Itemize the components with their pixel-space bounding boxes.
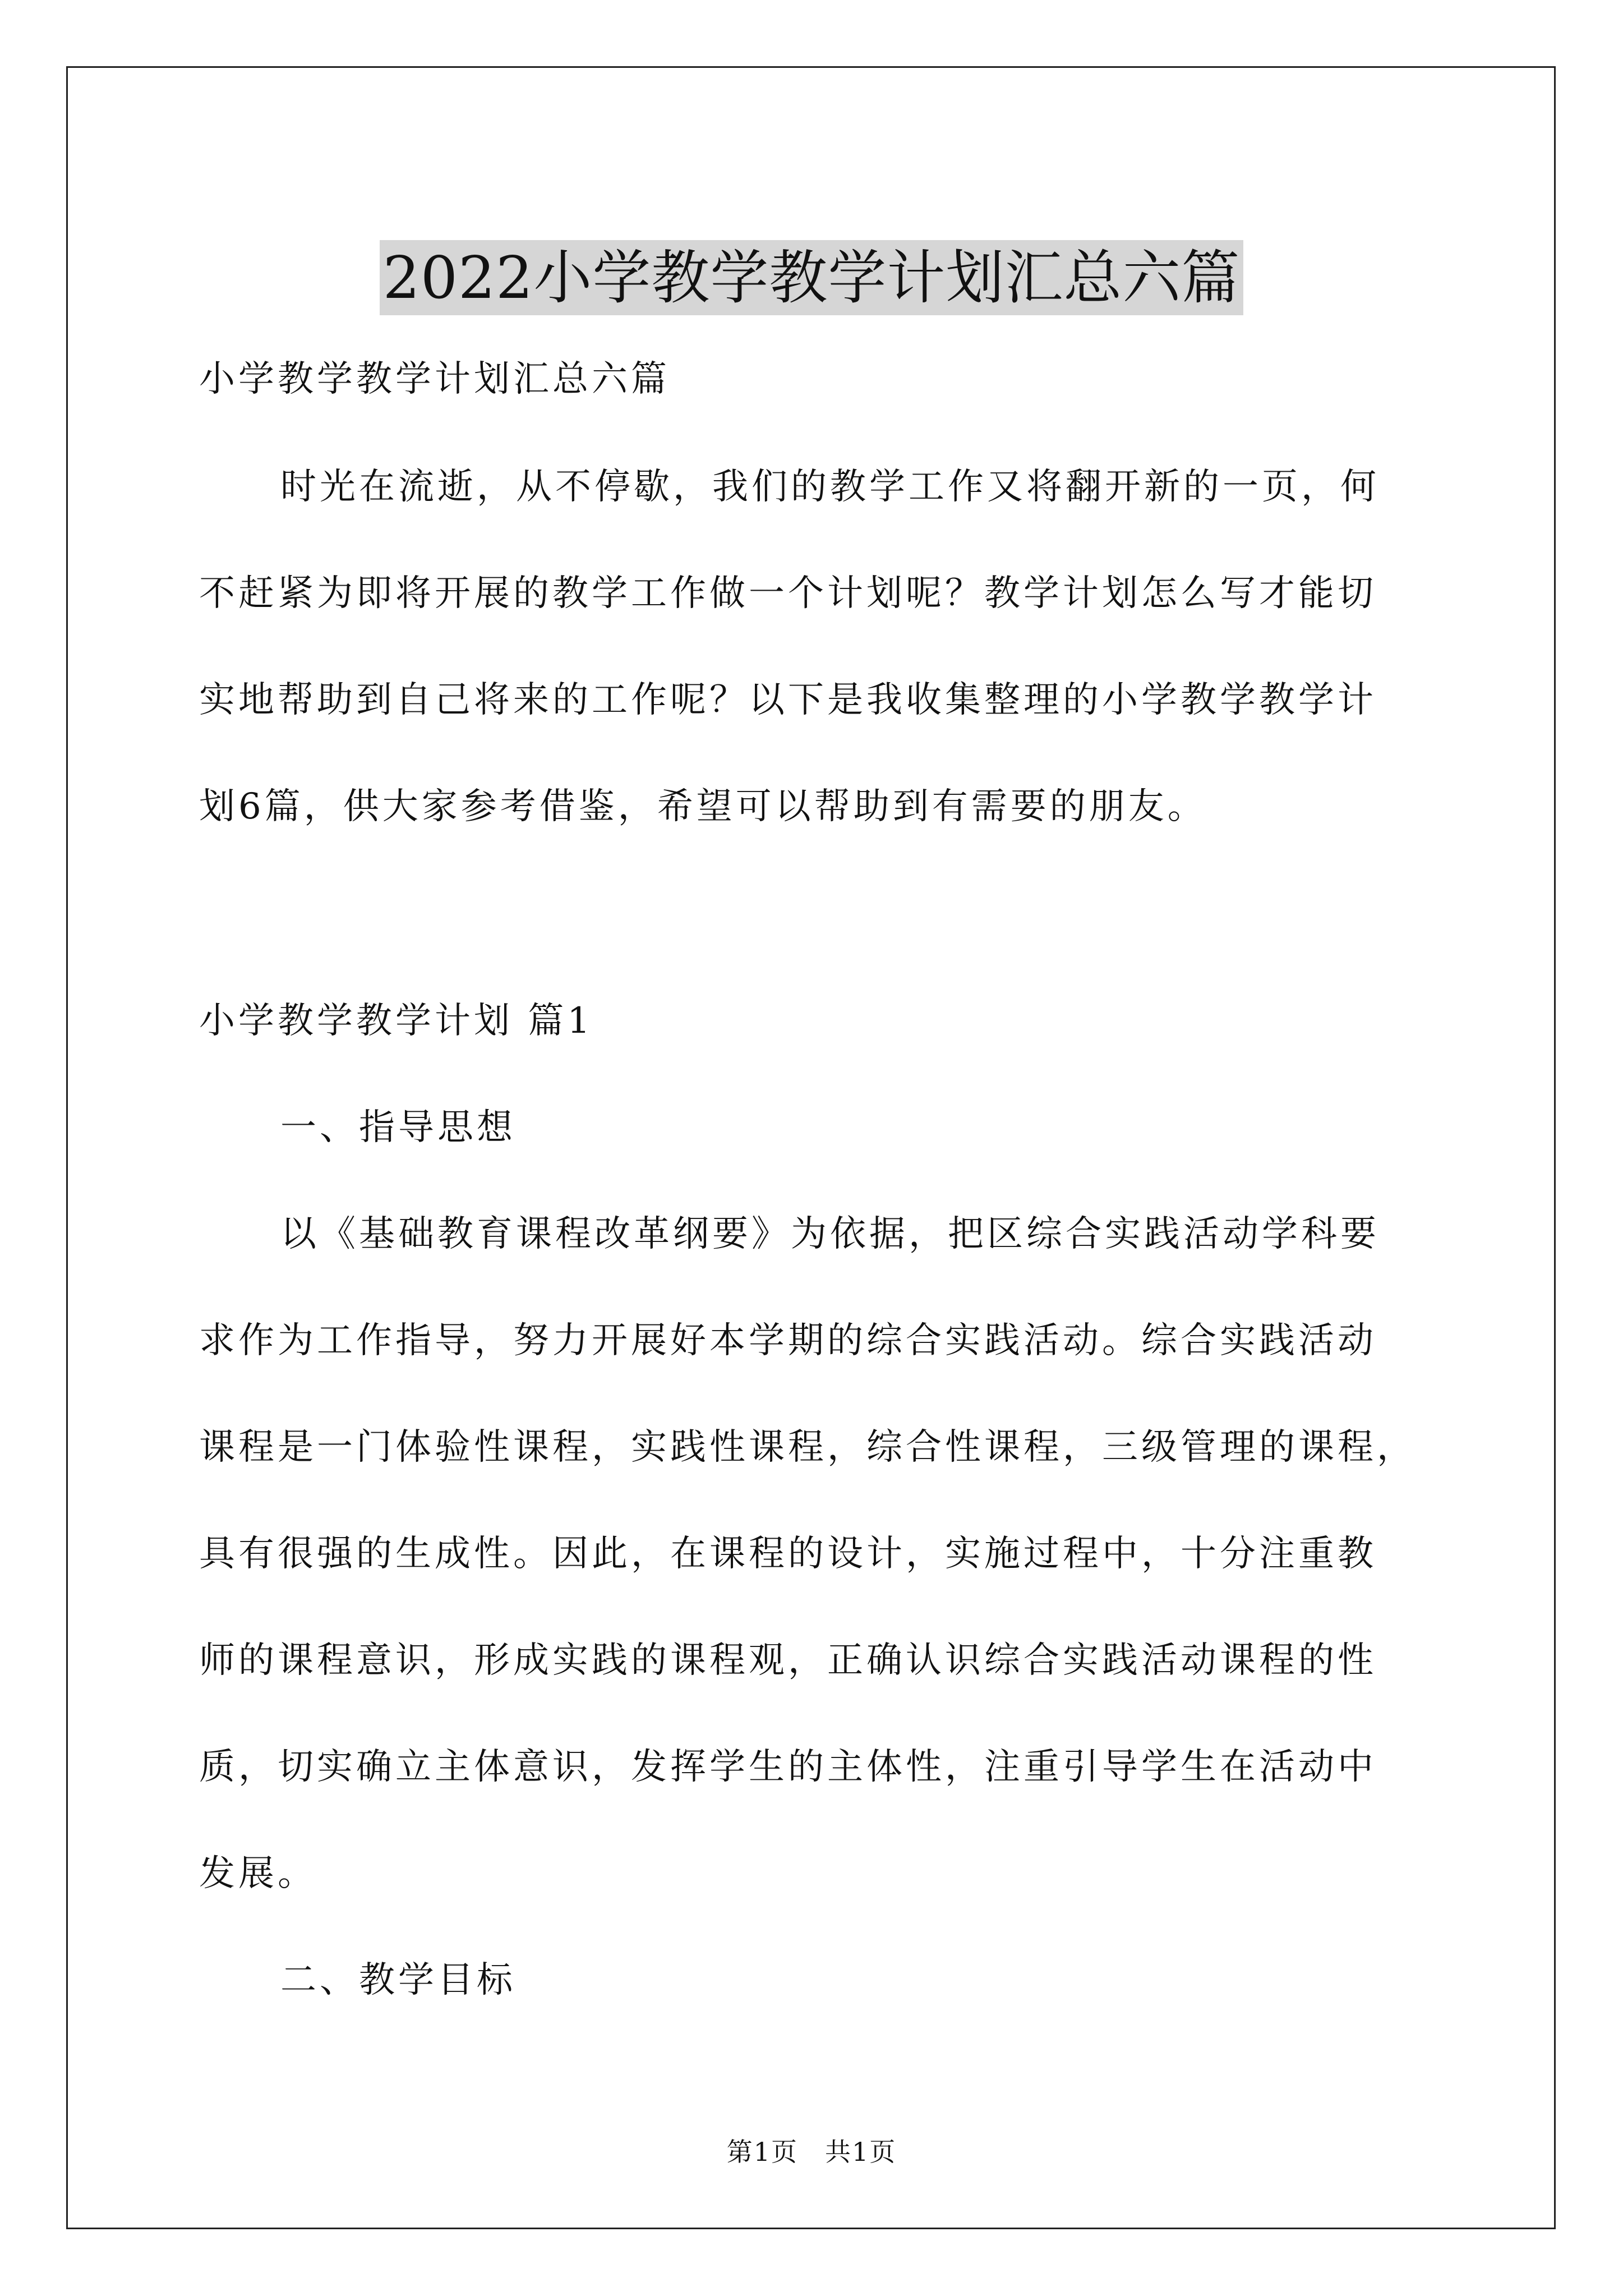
intro-line: 划6篇，供大家参考借鉴，希望可以帮助到有需要的朋友。 [199, 786, 1207, 827]
intro-line: 不赶紧为即将开展的教学工作做一个计划呢？教学计划怎么写才能切 [199, 573, 1377, 614]
document-title: 2022小学教学教学计划汇总六篇 [380, 240, 1244, 315]
body-line: 师的课程意识，形成实践的课程观，正确认识综合实践活动课程的性 [199, 1640, 1377, 1681]
page-footer [0, 2136, 1623, 2168]
part1-heading: 一、指导思想 [280, 1107, 516, 1148]
section-heading: 小学教学教学计划 篇1 [199, 1000, 594, 1042]
body-line: 发展。 [199, 1853, 317, 1894]
part2-heading: 二、教学目标 [280, 1959, 516, 2001]
document-subtitle: 小学教学教学计划汇总六篇 [199, 358, 670, 400]
page-number-total: 共1页 [825, 2137, 897, 2167]
intro-line: 时光在流逝，从不停歇，我们的教学工作又将翻开新的一页，何 [280, 466, 1380, 508]
body-line: 具有很强的生成性。因此，在课程的设计，实施过程中，十分注重教 [199, 1533, 1377, 1575]
body-line: 课程是一门体验性课程，实践性课程，综合性课程，三级管理的课程， [199, 1427, 1416, 1468]
body-line: 质，切实确立主体意识，发挥学生的主体性，注重引导学生在活动中 [199, 1746, 1377, 1788]
intro-line: 实地帮助到自己将来的工作呢？以下是我收集整理的小学教学教学计 [199, 679, 1377, 721]
body-line: 求作为工作指导，努力开展好本学期的综合实践活动。综合实践活动 [199, 1320, 1377, 1361]
title-container [0, 201, 1623, 354]
body-line: 以《基础教育课程改革纲要》为依据，把区综合实践活动学科要 [280, 1213, 1380, 1255]
page-number-current: 第1页 [726, 2137, 798, 2167]
